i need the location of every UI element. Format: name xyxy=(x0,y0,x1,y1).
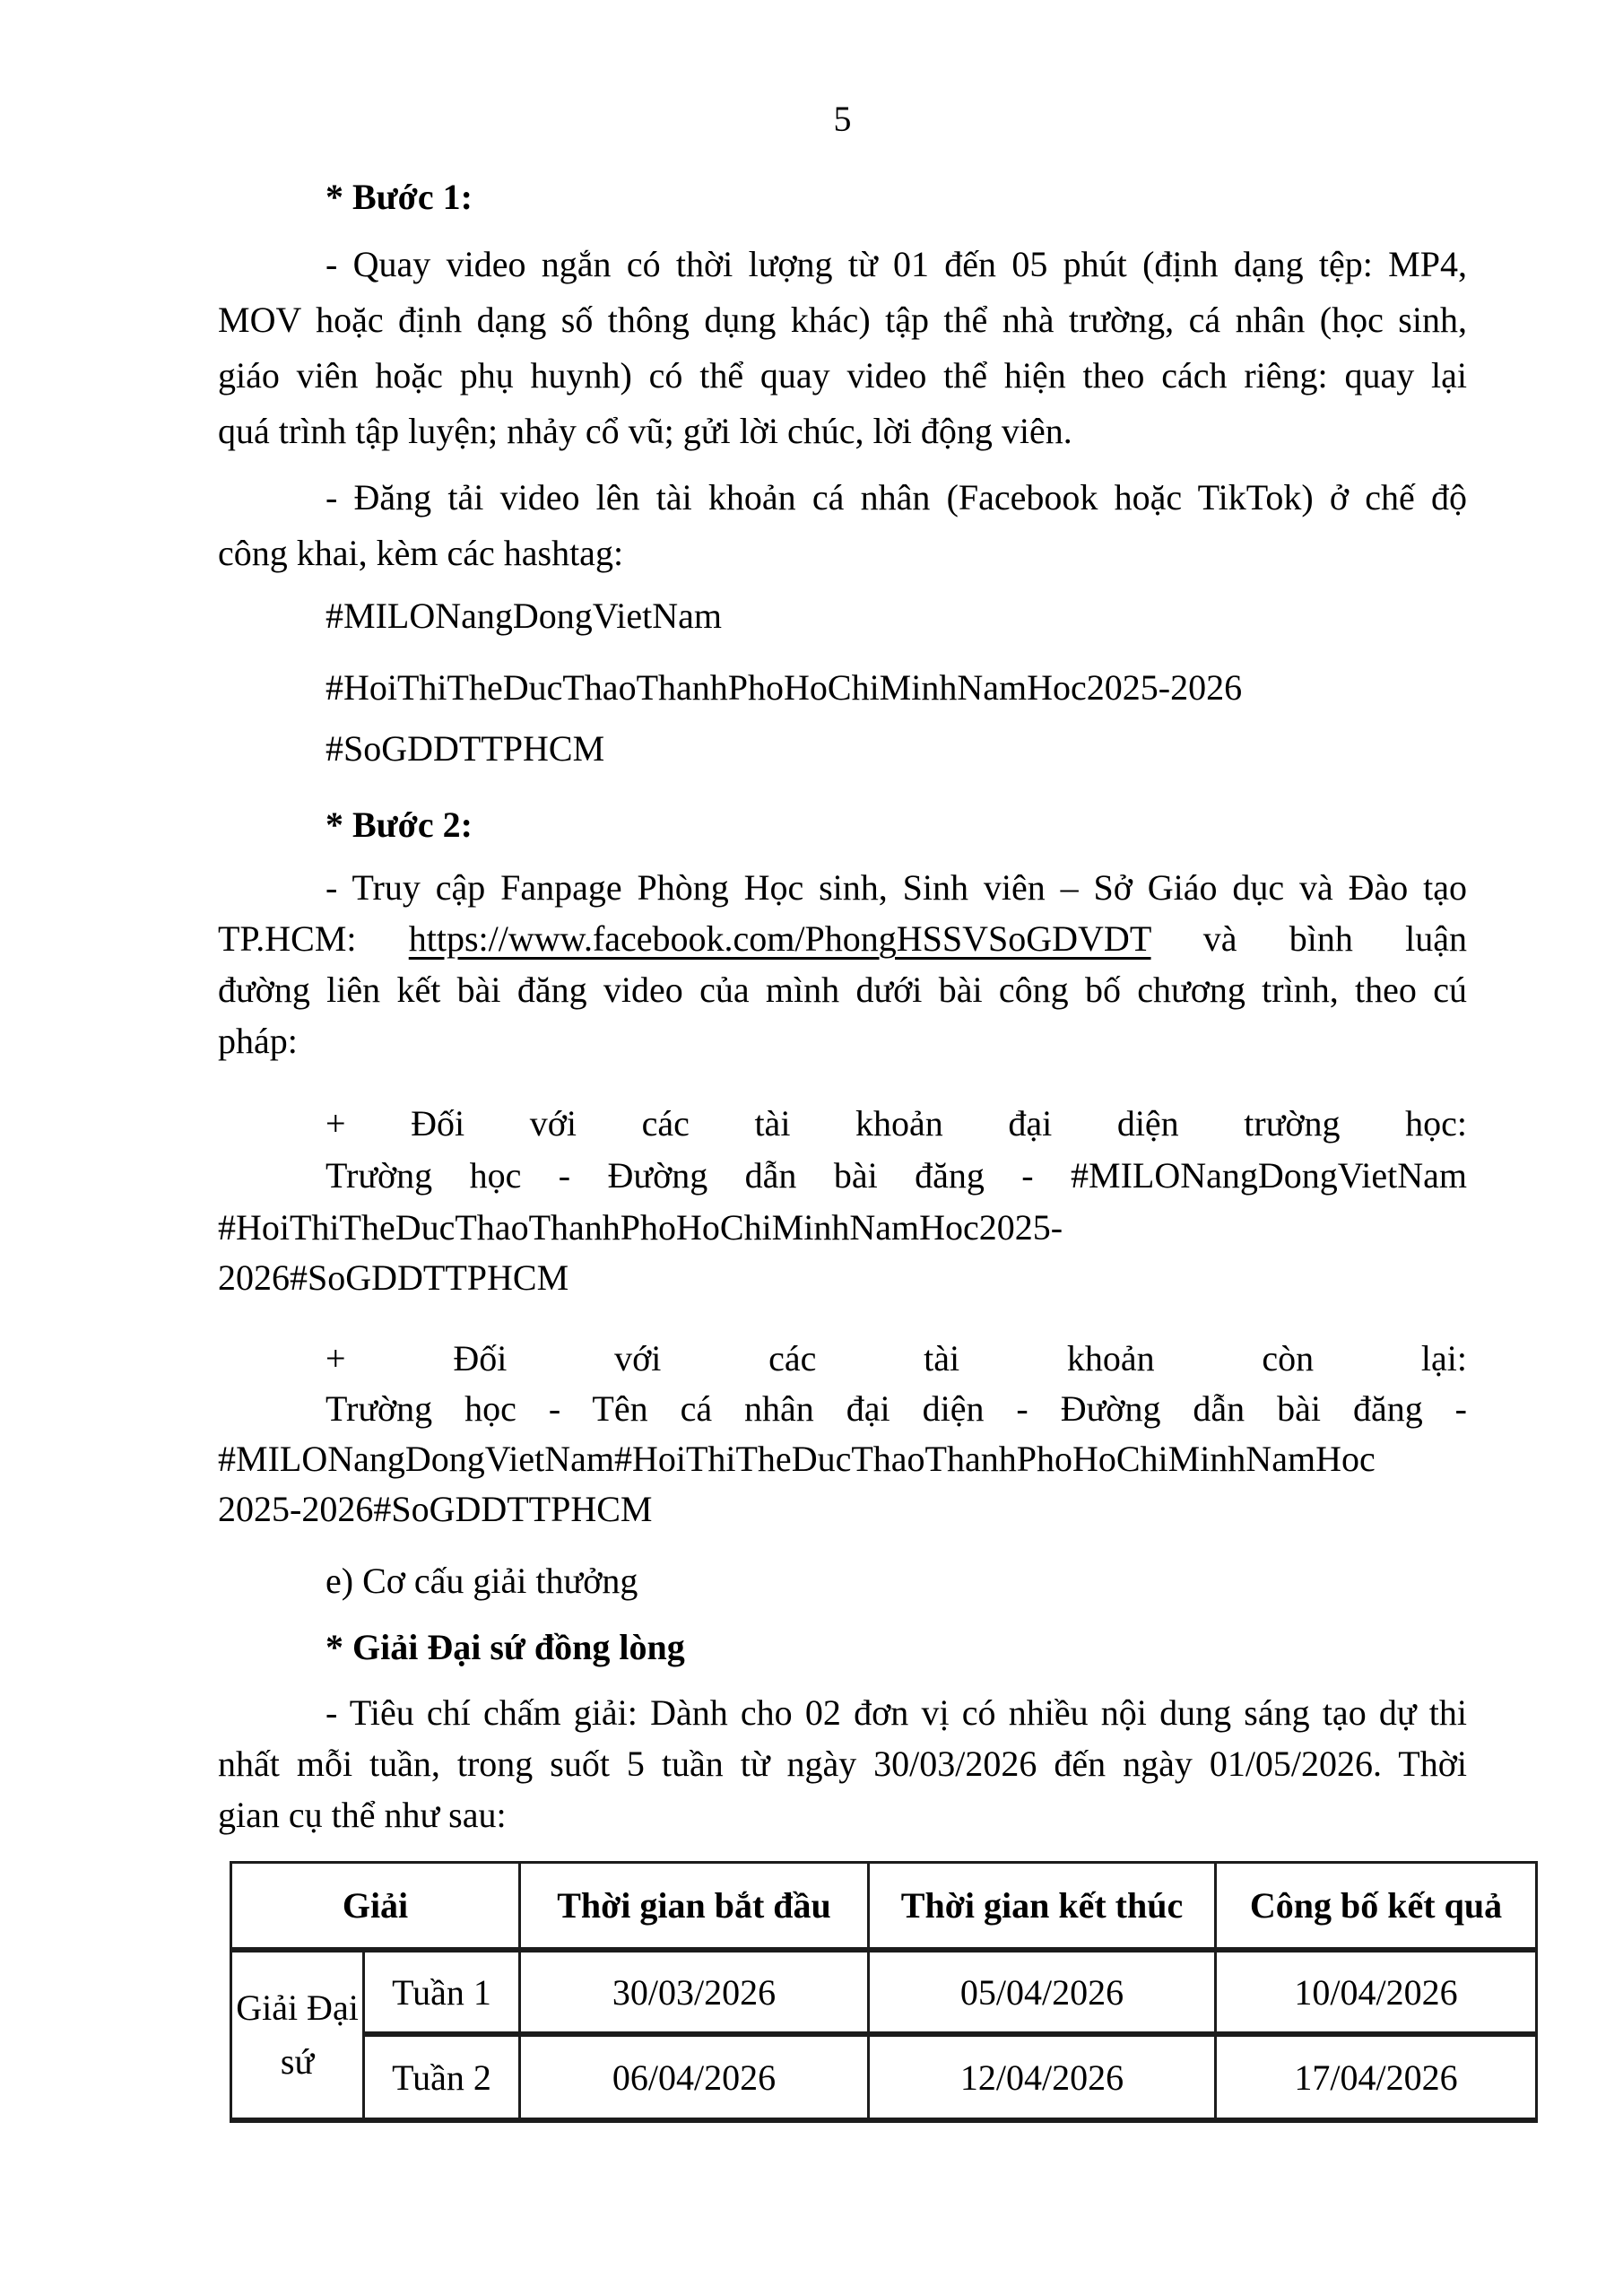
criteria-line-2: nhất mỗi tuần, trong suốt 5 tuần từ ngày 30/03/2026 đến ngày 01/05/2026. Thời xyxy=(218,1744,1467,1784)
school-accounts-line-4: 2026#SoGDDTTPHCM xyxy=(218,1257,569,1298)
hashtag-hoithi: #HoiThiTheDucThaoThanhPhoHoChiMinhNamHoc2025-2026 xyxy=(325,667,1243,708)
step1-heading: * Bước 1: xyxy=(325,177,473,217)
paragraph-record-line-4: quá trình tập luyện; nhảy cổ vũ; gửi lời chúc, lời động viên. xyxy=(218,411,1072,451)
paragraph-upload-line-1: - Đăng tải video lên tài khoản cá nhân (Facebook hoặc TikTok) ở chế độ xyxy=(325,477,1467,517)
school-accounts-line-1: + Đối với các tài khoản đại diện trường học: xyxy=(325,1103,1467,1144)
criteria-line-1: - Tiêu chí chấm giải: Dành cho 02 đơn vị có nhiều nội dung sáng tạo dự thi xyxy=(325,1692,1467,1733)
header-end-time: Thời gian kết thúc xyxy=(869,1863,1216,1951)
table-row-week-1 xyxy=(231,1950,1537,2034)
award-structure-item: e) Cơ cấu giải thưởng xyxy=(325,1561,638,1601)
paragraph-record-line-3: giáo viên hoặc phụ huynh) có thể quay video thể hiện theo cách riêng: quay lại xyxy=(218,355,1467,396)
school-accounts-line-3: #HoiThiTheDucThaoThanhPhoHoChiMinhNamHoc2025- xyxy=(218,1207,1063,1248)
fanpage-line-prefix: TP.HCM: xyxy=(218,918,357,959)
paragraph-upload-line-2: công khai, kèm các hashtag: xyxy=(218,533,624,573)
week-1-end: 05/04/2026 xyxy=(869,1950,1216,2034)
week-1-cell: Tuần 1 xyxy=(364,1950,520,2034)
paragraph-fanpage-line-2 xyxy=(218,915,1467,963)
paragraph-fanpage-line-1: - Truy cập Fanpage Phòng Học sinh, Sinh viên – Sở Giáo dục và Đào tạo xyxy=(325,867,1467,908)
other-accounts-line-2: Trường học - Tên cá nhân đại diện - Đường dẫn bài đăng - xyxy=(325,1388,1467,1429)
table-header-row xyxy=(231,1863,1537,1951)
school-accounts-line-2: Trường học - Đường dẫn bài đăng - #MILONangDongVietNam xyxy=(325,1155,1467,1196)
hashtag-sogddt: #SoGDDTTPHCM xyxy=(325,728,605,769)
week-2-announce: 17/04/2026 xyxy=(1216,2034,1537,2120)
page-number: 5 xyxy=(833,99,852,139)
header-start-time: Thời gian bắt đầu xyxy=(520,1863,869,1951)
week-2-start: 06/04/2026 xyxy=(520,2034,869,2120)
prize-schedule-table xyxy=(230,1861,1538,2123)
facebook-fanpage-link[interactable]: https://www.facebook.com/PhongHSSVSoGDVDT xyxy=(408,918,1151,959)
other-accounts-line-1: + Đối với các tài khoản còn lại: xyxy=(325,1338,1467,1378)
table-row-week-2 xyxy=(231,2034,1537,2120)
paragraph-fanpage-line-3: đường liên kết bài đăng video của mình dưới bài công bố chương trình, theo cú xyxy=(218,970,1467,1010)
week-2-end: 12/04/2026 xyxy=(869,2034,1216,2120)
step2-heading: * Bước 2: xyxy=(325,804,473,845)
week-1-start: 30/03/2026 xyxy=(520,1950,869,2034)
other-accounts-line-4: 2025-2026#SoGDDTTPHCM xyxy=(218,1489,653,1529)
hashtag-milo: #MILONangDongVietNam xyxy=(325,596,722,636)
paragraph-record-line-2: MOV hoặc định dạng số thông dụng khác) tập thể nhà trường, cá nhân (học sinh, xyxy=(218,300,1467,340)
week-1-announce: 10/04/2026 xyxy=(1216,1950,1537,2034)
criteria-line-3: gian cụ thể như sau: xyxy=(218,1795,507,1835)
header-prize: Giải xyxy=(231,1863,520,1951)
header-announce: Công bố kết quả xyxy=(1216,1863,1537,1951)
prize-group-cell: Giải Đại sứ xyxy=(231,1950,364,2120)
week-2-cell: Tuần 2 xyxy=(364,2034,520,2120)
paragraph-record-line-1: - Quay video ngắn có thời lượng từ 01 đến 05 phút (định dạng tệp: MP4, xyxy=(325,244,1467,284)
other-accounts-line-3: #MILONangDongVietNam#HoiThiTheDucThaoThanhPhoHoChiMinhNamHoc xyxy=(218,1439,1376,1479)
ambassador-award-heading: * Giải Đại sứ đồng lòng xyxy=(325,1627,685,1667)
fanpage-line-suffix: và bình luận xyxy=(1202,918,1468,959)
paragraph-fanpage-line-4: pháp: xyxy=(218,1021,298,1061)
